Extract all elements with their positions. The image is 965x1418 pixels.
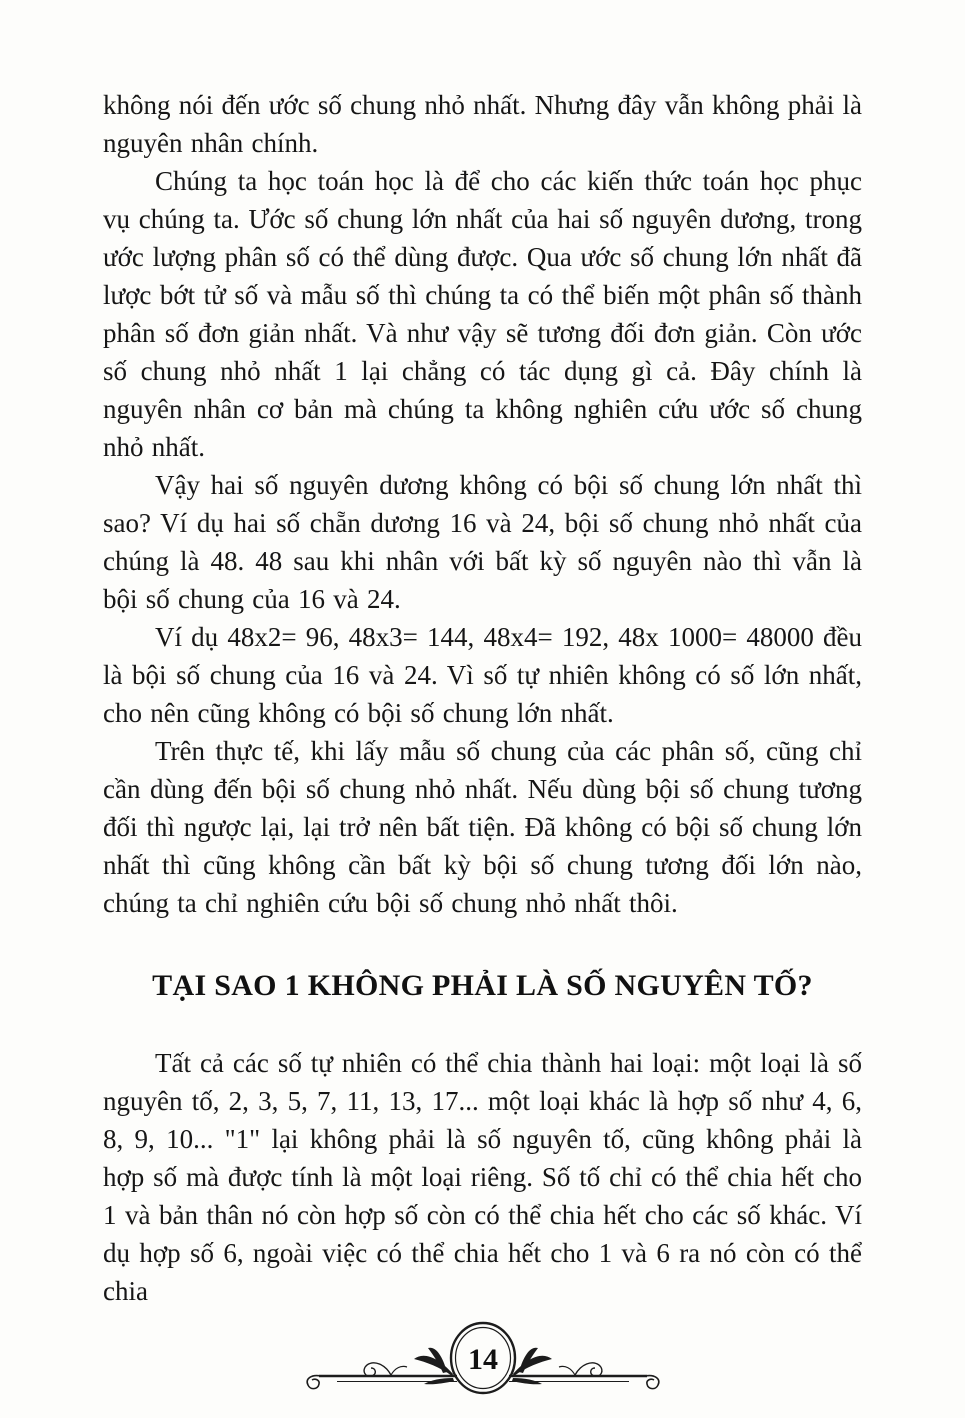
paragraph: Chúng ta học toán học là để cho các kiến thức toán học phục vụ chúng ta. Ước số chung lớn nhất của hai số nguyên dương, trong ước lượng phân số có thể dùng được. Qua ước số chung lớn nhất đã lược bớt tử số và mẫu số thì chúng ta có thể biến một phân số thành phân số đơn giản nhất. Và như vậy sẽ tương đối đơn giản. Còn ước số chung nhỏ nhất 1 lại chẳng có tác dụng gì cả. Đây chính là nguyên nhân cơ bản mà chúng ta không nghiên cứu ước số chung nhỏ nhất. <box>103 166 862 462</box>
paragraph: Trên thực tế, khi lấy mẫu số chung của các phân số, cũng chỉ cần dùng đến bội số chung nhỏ nhất. Nếu dùng bội số chung tương đối thì ngược lại, lại trở nên bất tiện. Đã không có bội số chung lớn nhất thì cũng không cần bất kỳ bội số chung tương đối lớn nào, chúng ta chỉ nghiên cứu bội số chung nhỏ nhất thôi. <box>103 736 862 918</box>
page-footer-ornament <box>103 1312 862 1412</box>
paragraph: Tất cả các số tự nhiên có thể chia thành hai loại: một loại là số nguyên tố, 2, 3, 5, 7, 11, 13, 17... một loại khác là hợp số như 4, 6, 8, 9, 10... "1" lại không phải là số nguyên tố, cũng không phải là hợp số mà được tính là một loại riêng. Số tố chỉ có thể chia hết cho 1 và bản thân nó còn hợp số còn có thể chia hết cho các số khác. Ví dụ hợp số 6, ngoài việc có thể chia hết cho 1 và 6 ra nó còn có thể chia <box>103 1048 862 1306</box>
paragraph: không nói đến ước số chung nhỏ nhất. Nhưng đây vẫn không phải là nguyên nhân chính. <box>103 90 862 158</box>
page-number: 14 <box>467 1343 498 1376</box>
paragraph: Vậy hai số nguyên dương không có bội số chung lớn nhất thì sao? Ví dụ hai số chẵn dương 16 và 24, bội số chung nhỏ nhất của chúng là 48. 48 sau khi nhân với bất kỳ số nguyên nào thì vẫn là bội số chung của 16 và 24. <box>103 470 862 614</box>
flourish-ornament-icon <box>303 1312 663 1412</box>
section-heading: TẠI SAO 1 KHÔNG PHẢI LÀ SỐ NGUYÊN TỐ? <box>152 969 813 1002</box>
paragraph: Ví dụ 48x2= 96, 48x3= 144, 48x4= 192, 48x 1000= 48000 đều là bội số chung của 16 và 24. Vì số tự nhiên không có số lớn nhất, cho nên cũng không có bội số chung lớn nhất. <box>103 622 862 728</box>
